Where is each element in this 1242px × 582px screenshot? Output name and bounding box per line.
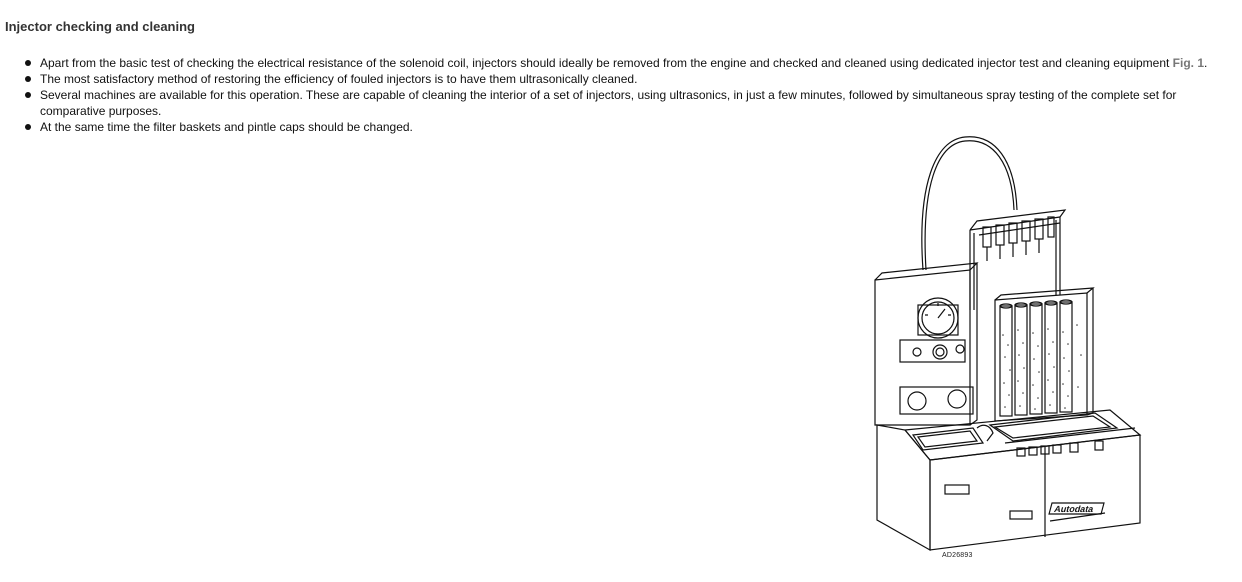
injector-cleaning-machine-icon (855, 125, 1180, 565)
list-item (40, 55, 1238, 71)
list-item-suffix: . (1204, 56, 1208, 70)
page-title: Injector checking and cleaning (5, 19, 195, 34)
list-item (40, 87, 1238, 119)
bullet-icon (25, 60, 31, 66)
list-item-text: Apart from the basic test of checking the electrical resistance of the solenoid coil, injectors should ideally be removed from the engine and checked and cleaned using dedicated injector test and cleaning equipment (40, 56, 1173, 70)
bullet-icon (25, 76, 31, 82)
bullet-list (40, 55, 1238, 135)
figure-code: AD26893 (942, 552, 973, 559)
list-item (40, 71, 1238, 87)
list-item-text: At the same time the filter baskets and pintle caps should be changed. (40, 120, 413, 134)
injector-cleaning-machine-figure (855, 125, 1180, 565)
brand-logo: Autodata (1053, 504, 1095, 514)
bullet-icon (25, 124, 31, 130)
figure-link[interactable]: Fig. 1 (1172, 56, 1205, 70)
list-item-text: The most satisfactory method of restoring the efficiency of fouled injectors is to have them ultrasonically cleaned. (40, 72, 638, 86)
bullet-icon (25, 92, 31, 98)
list-item-text: Several machines are available for this operation. These are capable of cleaning the interior of a set of injectors, using ultrasonics, in just a few minutes, followed by simultaneous spray testing of the complete set for comparative purposes. (40, 88, 1177, 118)
